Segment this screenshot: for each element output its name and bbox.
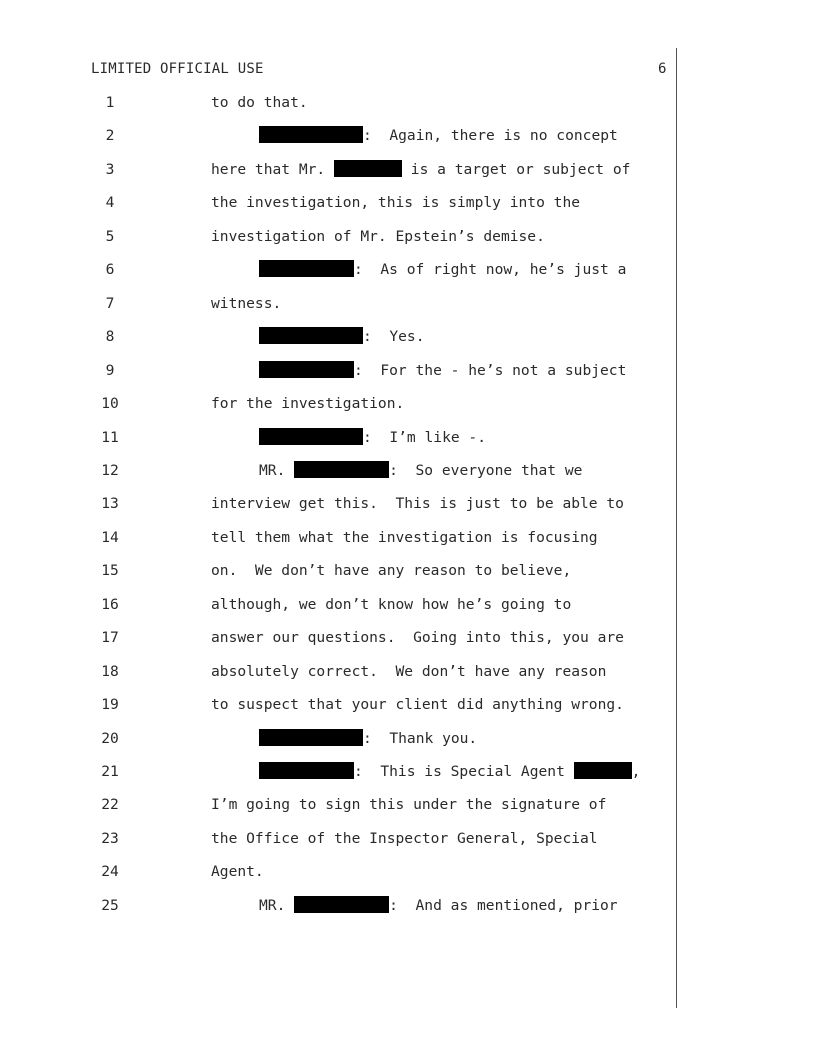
line-text-segment: : Again, there is no concept [363,127,618,145]
line-number: 13 [101,495,119,513]
transcript-line [0,695,700,715]
line-number: 7 [105,294,115,312]
transcript-line [0,662,700,682]
transcript-line [0,361,700,381]
line-text [259,361,626,381]
line-text-segment: : And as mentioned, prior [389,896,618,914]
redaction-block [259,428,363,445]
line-number: 17 [101,629,119,647]
line-text-segment: : This is Special Agent [354,763,574,780]
line-text-segment: I’m going to sign this under the signature of [211,796,607,814]
line-text [211,561,571,581]
line-text [259,260,626,280]
transcript-line [0,394,700,414]
line-number: 11 [101,428,119,446]
line-text-segment: witness. [211,294,282,312]
line-number: 14 [101,528,119,546]
redaction-block [259,361,354,378]
line-text [211,227,545,247]
line-text-segment: here that Mr. [211,160,335,178]
line-text [259,126,618,146]
transcript-line [0,528,700,548]
line-number: 6 [105,261,115,279]
line-number: 19 [101,696,119,714]
transcript-line [0,896,700,916]
transcript-line [0,494,700,514]
line-text-segment: tell them what the investigation is focusing [211,528,598,546]
header-classification: LIMITED OFFICIAL USE [91,61,264,77]
line-text [211,862,264,882]
line-text [211,829,598,849]
transcript-line [0,595,700,615]
line-number: 24 [101,863,119,881]
line-text [259,896,618,916]
line-text [211,394,404,414]
redaction-block [259,126,363,143]
transcript-line [0,327,700,347]
transcript-line [0,126,700,146]
line-number: 5 [105,227,115,245]
line-text-segment: : I’m like -. [363,428,487,446]
transcript-line [0,260,700,280]
transcript-line [0,461,700,481]
line-text [211,93,308,113]
line-text-segment: MR. [259,461,295,479]
redaction-block [259,327,363,344]
line-number: 21 [101,763,119,780]
transcript-line [0,227,700,247]
line-text-segment: to do that. [211,94,308,111]
line-number: 1 [105,94,115,111]
redaction-block [259,762,354,779]
redaction-block [259,260,354,277]
line-text [259,327,425,347]
line-text-segment: the investigation, this is simply into the [211,194,581,212]
line-text [211,193,580,213]
transcript-line [0,160,700,180]
line-text [211,695,624,715]
transcript-line [0,294,700,314]
line-number: 23 [101,829,119,847]
line-text [211,494,624,514]
redaction-block [294,461,389,478]
line-text [211,294,281,314]
line-text-segment: : Yes. [363,328,425,346]
line-number: 22 [101,796,119,814]
line-text-segment: : Thank you. [363,729,478,747]
line-text [259,729,477,749]
line-text [259,428,486,448]
line-text-segment: MR. [259,896,295,914]
line-text-segment: interview get this. This is just to be able to [211,495,624,513]
transcript-line [0,862,700,882]
line-text-segment: is a target or subject of [402,160,631,178]
line-text [211,528,598,548]
line-number: 20 [101,729,119,747]
line-number: 16 [101,595,119,613]
line-text-segment: investigation of Mr. Epstein’s demise. [211,227,545,245]
line-text-segment: to suspect that your client did anything wrong. [211,696,624,714]
redaction-block [259,729,363,746]
line-text [211,595,571,615]
line-text-segment: : As of right now, he’s just a [354,261,627,279]
line-number: 3 [105,160,115,178]
transcript-line [0,193,700,213]
line-text-segment: answer our questions. Going into this, you are [211,629,624,647]
transcript-line [0,795,700,815]
transcript-line [0,762,700,782]
line-number: 8 [105,328,115,346]
line-number: 9 [105,361,115,379]
line-text-segment: : For the - he’s not a subject [354,361,627,379]
transcript-line [0,428,700,448]
line-number: 12 [101,461,119,479]
line-text [211,795,606,815]
line-text [211,662,606,682]
redaction-block [334,160,402,177]
line-text-segment: , [631,763,641,780]
line-number: 10 [101,395,119,413]
page-number: 6 [658,61,667,77]
line-number: 15 [101,562,119,580]
line-text-segment: absolutely correct. We don’t have any reason [211,662,607,680]
redaction-block [574,762,632,779]
line-text-segment: on. We don’t have any reason to believe, [211,562,572,580]
redaction-block [294,896,389,913]
line-text-segment: : So everyone that we [389,461,583,479]
line-text-segment: Agent. [211,863,264,881]
line-text [259,461,582,481]
line-text-segment: the Office of the Inspector General, Special [211,829,598,847]
transcript-line [0,93,700,113]
line-number: 4 [105,194,115,212]
line-number: 25 [101,896,119,914]
line-text [259,762,640,782]
line-text [211,160,630,180]
line-number: 18 [101,662,119,680]
transcript-line [0,561,700,581]
line-text-segment: although, we don’t know how he’s going to [211,595,572,613]
transcript-line [0,729,700,749]
line-text-segment: for the investigation. [211,395,405,413]
transcript-line [0,829,700,849]
line-text [211,628,624,648]
line-number: 2 [105,127,115,145]
transcript-line [0,628,700,648]
